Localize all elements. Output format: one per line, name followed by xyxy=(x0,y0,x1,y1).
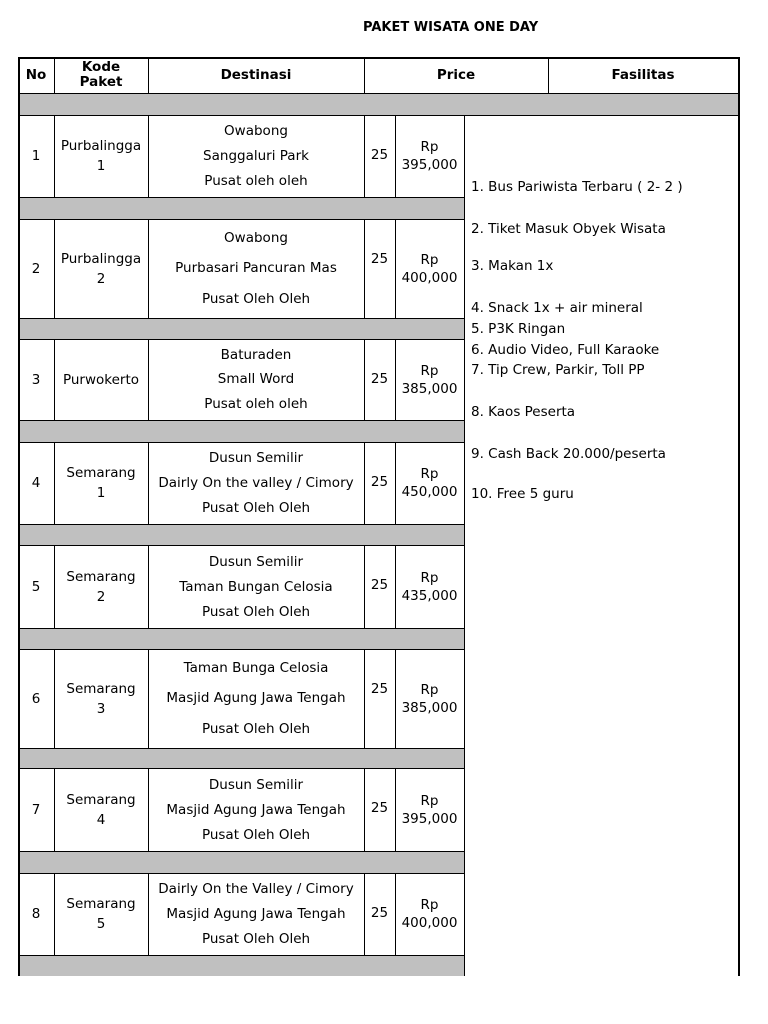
row-price-text: Rp xyxy=(420,466,439,482)
fasilitas-item: 3. Makan 1x xyxy=(471,258,554,274)
row-pax xyxy=(364,219,395,318)
row-kode-paket-text: 2 xyxy=(96,270,106,287)
row-price-text: 385,000 xyxy=(401,380,458,397)
row-destinasi xyxy=(148,339,364,420)
row-price-text: Rp xyxy=(420,569,439,586)
table-border xyxy=(18,57,20,976)
separator-band xyxy=(18,524,464,545)
row-kode-paket xyxy=(54,442,148,524)
fasilitas-item: 10. Free 5 guru xyxy=(471,486,574,502)
row-kode-paket xyxy=(54,649,148,748)
row-destinasi xyxy=(148,545,364,628)
document-title: PAKET WISATA ONE DAY xyxy=(363,20,539,35)
row-price-text: 400,000 xyxy=(401,269,458,286)
row-pax-text: 25 xyxy=(370,905,389,921)
table-border xyxy=(54,545,55,628)
fasilitas-item: 2. Tiket Masuk Obyek Wisata xyxy=(471,221,666,237)
row-kode-paket-text: Semarang xyxy=(66,680,136,697)
table-border xyxy=(54,115,55,197)
header-kode-paket-text: Paket xyxy=(79,74,123,90)
fasilitas-item: 7. Tip Crew, Parkir, Toll PP xyxy=(471,362,645,378)
row-destinasi xyxy=(148,219,364,318)
row-no-text: 6 xyxy=(31,690,41,707)
table-border xyxy=(18,318,464,319)
row-destinasi-text: Pusat Oleh Oleh xyxy=(201,499,311,516)
table-border xyxy=(738,57,740,976)
table-border xyxy=(148,115,149,197)
row-price-text: Rp xyxy=(420,139,439,155)
row-price xyxy=(395,339,464,420)
row-price-text: 395,000 xyxy=(401,157,458,173)
row-destinasi-text: Pusat Oleh Oleh xyxy=(201,603,311,620)
table-border xyxy=(364,219,365,318)
header-kode-paket-text: Kode xyxy=(81,59,121,75)
row-price-text: 450,000 xyxy=(401,484,458,500)
row-price xyxy=(395,219,464,318)
table-border xyxy=(148,649,149,748)
row-destinasi-text: Dusun Semilir xyxy=(208,553,304,570)
row-pax xyxy=(364,442,395,524)
row-destinasi-text: Dusun Semilir xyxy=(208,450,304,467)
row-destinasi xyxy=(148,649,364,748)
row-pax-text: 25 xyxy=(370,681,389,697)
table-border xyxy=(148,545,149,628)
header-kode-paket xyxy=(54,57,148,93)
fasilitas-item: 9. Cash Back 20.000/peserta xyxy=(471,446,666,462)
row-destinasi-text: Dusun Semilir xyxy=(208,776,304,793)
row-no xyxy=(18,442,54,524)
fasilitas-item: 6. Audio Video, Full Karaoke xyxy=(471,342,660,358)
row-price-text: 395,000 xyxy=(401,810,458,827)
row-no xyxy=(18,649,54,748)
row-destinasi-text: Taman Bunga Celosia xyxy=(183,660,329,677)
row-pax xyxy=(364,649,395,748)
table-border xyxy=(395,339,396,420)
row-destinasi xyxy=(148,768,364,851)
header-fasilitas-text: Fasilitas xyxy=(611,66,675,83)
row-destinasi-text: Masjid Agung Jawa Tengah xyxy=(166,801,346,818)
row-kode-paket-text: Semarang xyxy=(66,568,136,585)
row-kode-paket-text: 5 xyxy=(96,916,106,932)
separator-band xyxy=(18,955,464,976)
fasilitas-item: 8. Kaos Peserta xyxy=(471,404,576,420)
row-kode-paket-text: Semarang xyxy=(66,465,136,481)
table-border xyxy=(18,93,740,94)
row-price-text: Rp xyxy=(420,792,439,809)
table-border xyxy=(148,768,149,851)
row-pax-text: 25 xyxy=(370,800,389,816)
table-border xyxy=(18,115,740,116)
table-border xyxy=(548,57,549,93)
row-no-text: 7 xyxy=(31,801,41,818)
table-border xyxy=(18,57,740,59)
table-border xyxy=(395,442,396,524)
row-kode-paket-text: 1 xyxy=(96,485,106,501)
row-no xyxy=(18,115,54,197)
header-destinasi xyxy=(148,57,364,93)
row-price xyxy=(395,442,464,524)
row-destinasi xyxy=(148,873,364,955)
header-no-text: No xyxy=(25,66,47,83)
row-kode-paket xyxy=(54,219,148,318)
row-no xyxy=(18,873,54,955)
row-destinasi-text: Owabong xyxy=(224,123,288,140)
table-border xyxy=(18,628,464,629)
header-destinasi-text: Destinasi xyxy=(220,66,292,83)
table-border xyxy=(18,955,464,956)
row-no xyxy=(18,339,54,420)
row-no xyxy=(18,545,54,628)
row-kode-paket xyxy=(54,545,148,628)
row-destinasi-text: Purbasari Pancuran Mas xyxy=(175,260,337,277)
row-pax xyxy=(364,768,395,851)
table-border xyxy=(18,524,464,525)
row-pax xyxy=(364,115,395,197)
row-destinasi-text: Taman Bungan Celosia xyxy=(179,578,333,595)
row-price-text: Rp xyxy=(420,251,439,268)
table-border xyxy=(395,115,396,197)
row-pax-text: 25 xyxy=(370,147,389,163)
row-price-text: Rp xyxy=(420,897,439,913)
table-border xyxy=(54,339,55,420)
table-border xyxy=(395,545,396,628)
row-no xyxy=(18,219,54,318)
row-price xyxy=(395,873,464,955)
table-border xyxy=(18,442,464,443)
row-kode-paket-text: Purwokerto xyxy=(62,371,140,388)
separator-band xyxy=(18,851,464,873)
table-border xyxy=(148,442,149,524)
row-kode-paket-text: Semarang xyxy=(66,896,136,912)
row-destinasi xyxy=(148,115,364,197)
separator-band xyxy=(18,628,464,649)
row-no xyxy=(18,768,54,851)
row-price-text: 385,000 xyxy=(401,699,458,716)
table-border xyxy=(54,768,55,851)
row-kode-paket-text: Purbalingga xyxy=(60,138,142,154)
table-border xyxy=(395,649,396,748)
separator-band xyxy=(18,420,464,442)
row-no-text: 3 xyxy=(31,371,41,388)
row-destinasi-text: Dairly On the valley / Cimory xyxy=(158,474,354,491)
table-border xyxy=(18,339,464,340)
row-no-text: 2 xyxy=(31,260,41,277)
table-border xyxy=(18,768,464,769)
row-destinasi xyxy=(148,442,364,524)
table-border xyxy=(364,115,365,197)
table-border xyxy=(148,339,149,420)
table-border xyxy=(18,748,464,749)
row-destinasi-text: Pusat Oleh Oleh xyxy=(201,720,311,737)
table-border xyxy=(18,873,464,874)
row-destinasi-text: Sanggaluri Park xyxy=(203,147,309,164)
header-price xyxy=(364,57,548,93)
separator-band xyxy=(18,197,464,219)
row-destinasi-text: Owabong xyxy=(224,230,288,247)
table-border xyxy=(18,851,464,852)
row-price-text: 435,000 xyxy=(401,587,458,604)
table-border xyxy=(395,873,396,955)
row-destinasi-text: Masjid Agung Jawa Tengah xyxy=(166,690,346,707)
header-no xyxy=(18,57,54,93)
table-border xyxy=(364,339,365,420)
row-no-text: 1 xyxy=(31,148,41,164)
table-border xyxy=(364,442,365,524)
row-price-text: Rp xyxy=(420,681,439,698)
table-border xyxy=(148,219,149,318)
header-fasilitas xyxy=(548,57,738,93)
table-border xyxy=(464,115,465,976)
table-border xyxy=(54,442,55,524)
row-kode-paket-text: 2 xyxy=(96,588,106,605)
table-border xyxy=(364,57,365,93)
table-border xyxy=(54,219,55,318)
row-price xyxy=(395,768,464,851)
row-pax-text: 25 xyxy=(370,577,389,593)
row-destinasi-text: Small Word xyxy=(217,371,295,388)
table-border xyxy=(364,649,365,748)
row-pax-text: 25 xyxy=(370,251,389,267)
row-kode-paket-text: Semarang xyxy=(66,791,136,808)
row-no-text: 8 xyxy=(31,906,41,922)
row-kode-paket xyxy=(54,339,148,420)
table-border xyxy=(54,873,55,955)
table-border xyxy=(148,873,149,955)
row-destinasi-text: Baturaden xyxy=(220,347,292,364)
row-price-text: Rp xyxy=(420,362,439,379)
table-border xyxy=(54,57,55,93)
row-price-text: 400,000 xyxy=(401,915,458,931)
row-pax-text: 25 xyxy=(370,474,389,490)
fasilitas-item: 5. P3K Ringan xyxy=(471,321,566,337)
row-destinasi-text: Pusat oleh oleh xyxy=(204,172,308,189)
row-destinasi-text: Dairly On the Valley / Cimory xyxy=(158,881,354,898)
table-border xyxy=(54,649,55,748)
table-border xyxy=(18,649,464,650)
header-price-text: Price xyxy=(436,66,476,83)
table-border xyxy=(395,219,396,318)
table-border xyxy=(364,873,365,955)
row-kode-paket xyxy=(54,115,148,197)
table-border xyxy=(18,197,464,198)
row-kode-paket-text: 4 xyxy=(96,811,106,828)
table-border xyxy=(364,768,365,851)
row-destinasi-text: Pusat Oleh Oleh xyxy=(201,826,311,843)
row-kode-paket xyxy=(54,768,148,851)
row-pax xyxy=(364,873,395,955)
row-destinasi-text: Pusat Oleh Oleh xyxy=(201,290,311,307)
row-pax-text: 25 xyxy=(370,371,389,387)
fasilitas-item: 1. Bus Pariwista Terbaru ( 2- 2 ) xyxy=(471,179,683,195)
row-destinasi-text: Pusat oleh oleh xyxy=(204,395,308,412)
table-border xyxy=(148,57,149,93)
row-kode-paket xyxy=(54,873,148,955)
row-pax xyxy=(364,545,395,628)
row-price xyxy=(395,115,464,197)
table-border xyxy=(364,545,365,628)
separator-band xyxy=(18,748,464,768)
table-border xyxy=(18,420,464,421)
table-border xyxy=(395,768,396,851)
row-price xyxy=(395,545,464,628)
row-no-text: 5 xyxy=(31,578,41,595)
row-pax xyxy=(364,339,395,420)
row-price xyxy=(395,649,464,748)
row-destinasi-text: Masjid Agung Jawa Tengah xyxy=(166,905,346,922)
row-kode-paket-text: 3 xyxy=(96,700,106,717)
row-kode-paket-text: 1 xyxy=(96,158,106,174)
separator-band xyxy=(18,318,464,339)
row-destinasi-text: Pusat Oleh Oleh xyxy=(201,930,311,947)
table-border xyxy=(18,219,464,220)
row-kode-paket-text: Purbalingga xyxy=(60,250,142,267)
row-no-text: 4 xyxy=(31,475,41,491)
table-border xyxy=(18,545,464,546)
separator-band xyxy=(18,93,738,115)
fasilitas-item: 4. Snack 1x + air mineral xyxy=(471,300,643,316)
